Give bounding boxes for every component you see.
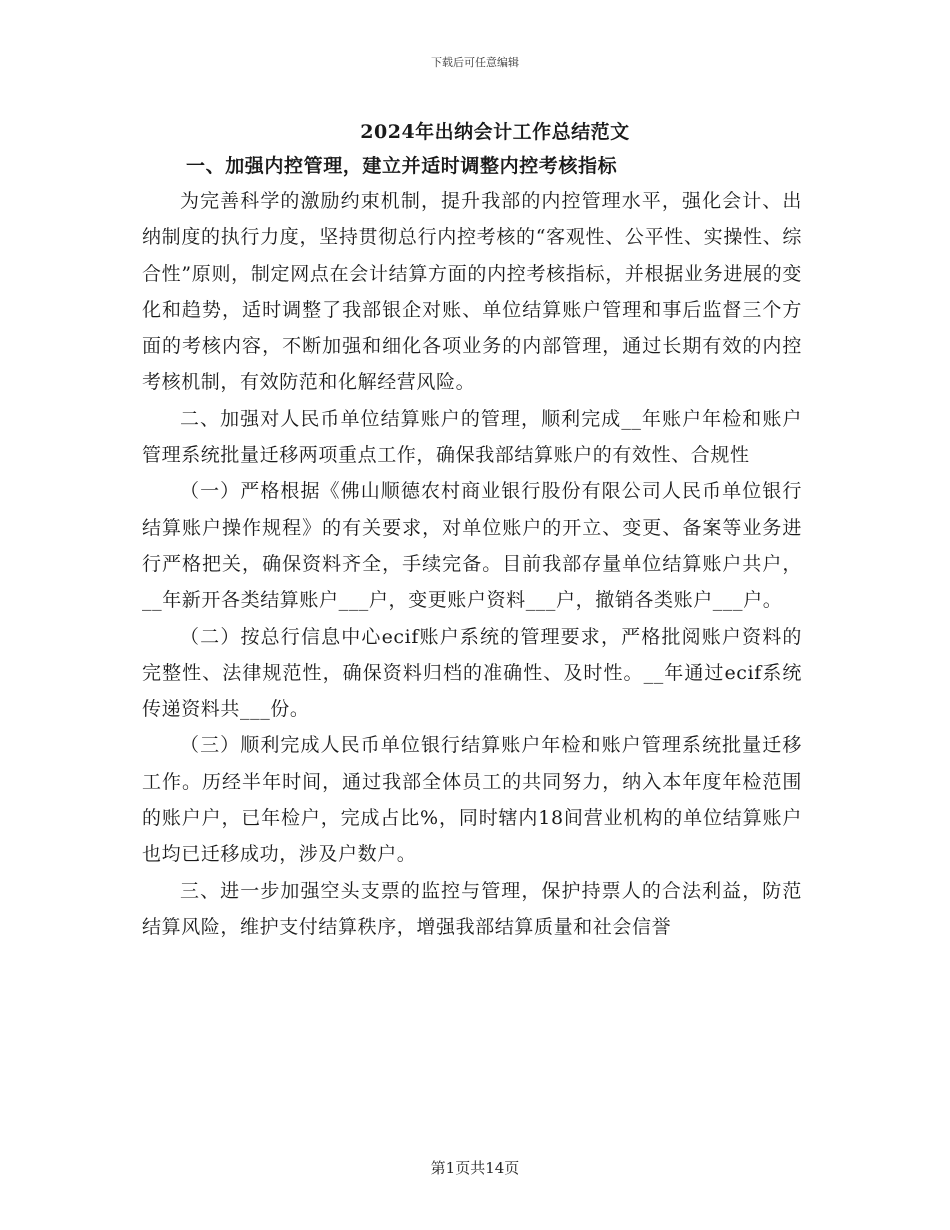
page-footer: 第1页共14页 bbox=[430, 1159, 520, 1177]
document-body bbox=[142, 183, 802, 945]
section-heading-1: 一、加强内控管理，建立并适时调整内控考核指标 bbox=[186, 155, 618, 177]
paragraph-subsection-2: （二）按总行信息中心ecif账户系统的管理要求，严格批阅账户资料的完整性、法律规范性，确保资料归档的准确性、及时性。__年通过ecif系统传递资料共___份。 bbox=[142, 625, 802, 721]
paragraph-subsection-1: （一）严格根据《佛山顺德农村商业银行股份有限公司人民币单位银行结算账户操作规程》的有关要求，对单位账户的开立、变更、备案等业务进行严格把关，确保资料齐全，手续完备。目前我部存量单位结算账户共户，__年新开各类结算账户___户，变更账户资料___户，撤销各类账户___户。 bbox=[142, 480, 802, 612]
document-title: 2024年出纳会计工作总结范文 bbox=[360, 121, 630, 143]
page-header-note: 下载后可任意编辑 bbox=[431, 56, 519, 69]
paragraph-section-2: 二、加强对人民币单位结算账户的管理，顺利完成__年账户年检和账户管理系统批量迁移两项重点工作，确保我部结算账户的有效性、合规性 bbox=[142, 407, 802, 467]
paragraph-section-3: 三、进一步加强空头支票的监控与管理，保护持票人的合法利益，防范结算风险，维护支付结算秩序，增强我部结算质量和社会信誉 bbox=[142, 879, 802, 938]
paragraph-subsection-3: （三）顺利完成人民币单位银行结算账户年检和账户管理系统批量迁移工作。历经半年时间，通过我部全体员工的共同努力，纳入本年度年检范围的账户户，已年检户，完成占比%，同时辖内18间营业机构的单位结算账户也均已迁移成功，涉及户数户。 bbox=[142, 734, 802, 866]
paragraph-intro: 为完善科学的激励约束机制，提升我部的内控管理水平，强化会计、出纳制度的执行力度，坚持贯彻总行内控考核的“客观性、公平性、实操性、综合性”原则，制定网点在会计结算方面的内控考核指标，并根据业务进展的变化和趋势，适时调整了我部银企对账、单位结算账户管理和事后监督三个方面的考核内容，不断加强和细化各项业务的内部管理，通过长期有效的内控考核机制，有效防范和化解经营风险。 bbox=[142, 190, 802, 394]
